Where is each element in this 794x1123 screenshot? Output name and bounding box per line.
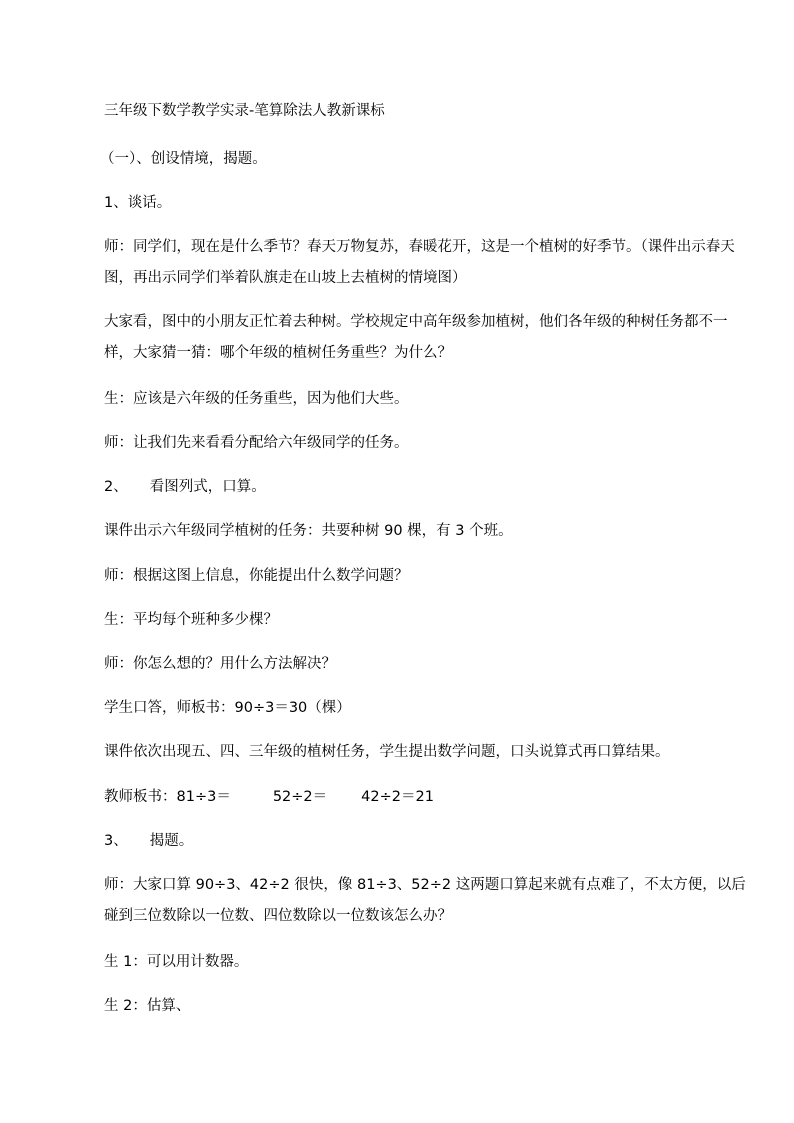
item-2-text: 看图列式，口算。 bbox=[149, 479, 266, 495]
paragraph-teacher-6: 师：大家口算 90÷3、42÷2 很快，像 81÷3、52÷2 这两题口算起来就有点难了，不太方便，以后碰到三位数除以一位数、四位数除以一位数该怎么办？ bbox=[104, 877, 746, 924]
paragraph-teacher-1: 师：同学们，现在是什么季节？春天万物复苏，春暖花开，这是一个植树的好季节。（课件出示春天图，再出示同学们举着队旗走在山坡上去植树的情境图） bbox=[104, 239, 735, 286]
paragraph-item-2 bbox=[104, 477, 754, 497]
paragraph-student-1: 生：应该是六年级的任务重些，因为他们大些。 bbox=[104, 391, 409, 407]
paragraph-student-answer: 学生口答，师板书：90÷3＝30（棵） bbox=[104, 700, 351, 716]
paragraph-item-1: 1、谈话。 bbox=[104, 195, 172, 211]
paragraph-teacher-4: 师：根据这图上信息，你能提出什么数学问题？ bbox=[104, 568, 409, 584]
section-heading: （一）、创设情境，揭题。 bbox=[100, 151, 267, 167]
board-label: 教师板书：81÷3＝ bbox=[104, 789, 231, 805]
board-equation-2: 52÷2＝ bbox=[272, 789, 328, 805]
paragraph-student-3: 生 1：可以用计数器。 bbox=[104, 954, 249, 970]
paragraph-student-4: 生 2：估算、 bbox=[104, 998, 191, 1014]
document-title: 三年级下数学教学实录-笔算除法人教新课标 bbox=[104, 103, 385, 119]
board-equation-3: 42÷2＝21 bbox=[361, 789, 434, 805]
paragraph-student-2: 生：平均每个班种多少棵？ bbox=[104, 612, 278, 628]
paragraph-item-3 bbox=[104, 831, 754, 851]
paragraph-teacher-2: 大家看，图中的小朋友正忙着去种树。学校规定中高年级参加植树，他们各年级的种树任务都不一样，大家猜一猜：哪个年级的植树任务重些？为什么？ bbox=[104, 314, 728, 361]
item-2-number: 2、 bbox=[104, 479, 128, 495]
paragraph-courseware-1: 课件出示六年级同学植树的任务：共要种树 90 棵，有 3 个班。 bbox=[104, 523, 513, 539]
item-3-number: 3、 bbox=[104, 833, 128, 849]
item-3-text: 揭题。 bbox=[149, 833, 194, 849]
paragraph-board bbox=[104, 787, 754, 807]
paragraph-teacher-5: 师：你怎么想的？用什么方法解决？ bbox=[104, 656, 336, 672]
paragraph-courseware-2: 课件依次出现五、四、三年级的植树任务，学生提出数学问题，口头说算式再口算结果。 bbox=[104, 744, 670, 760]
paragraph-teacher-3: 师：让我们先来看看分配给六年级同学的任务。 bbox=[104, 435, 409, 451]
